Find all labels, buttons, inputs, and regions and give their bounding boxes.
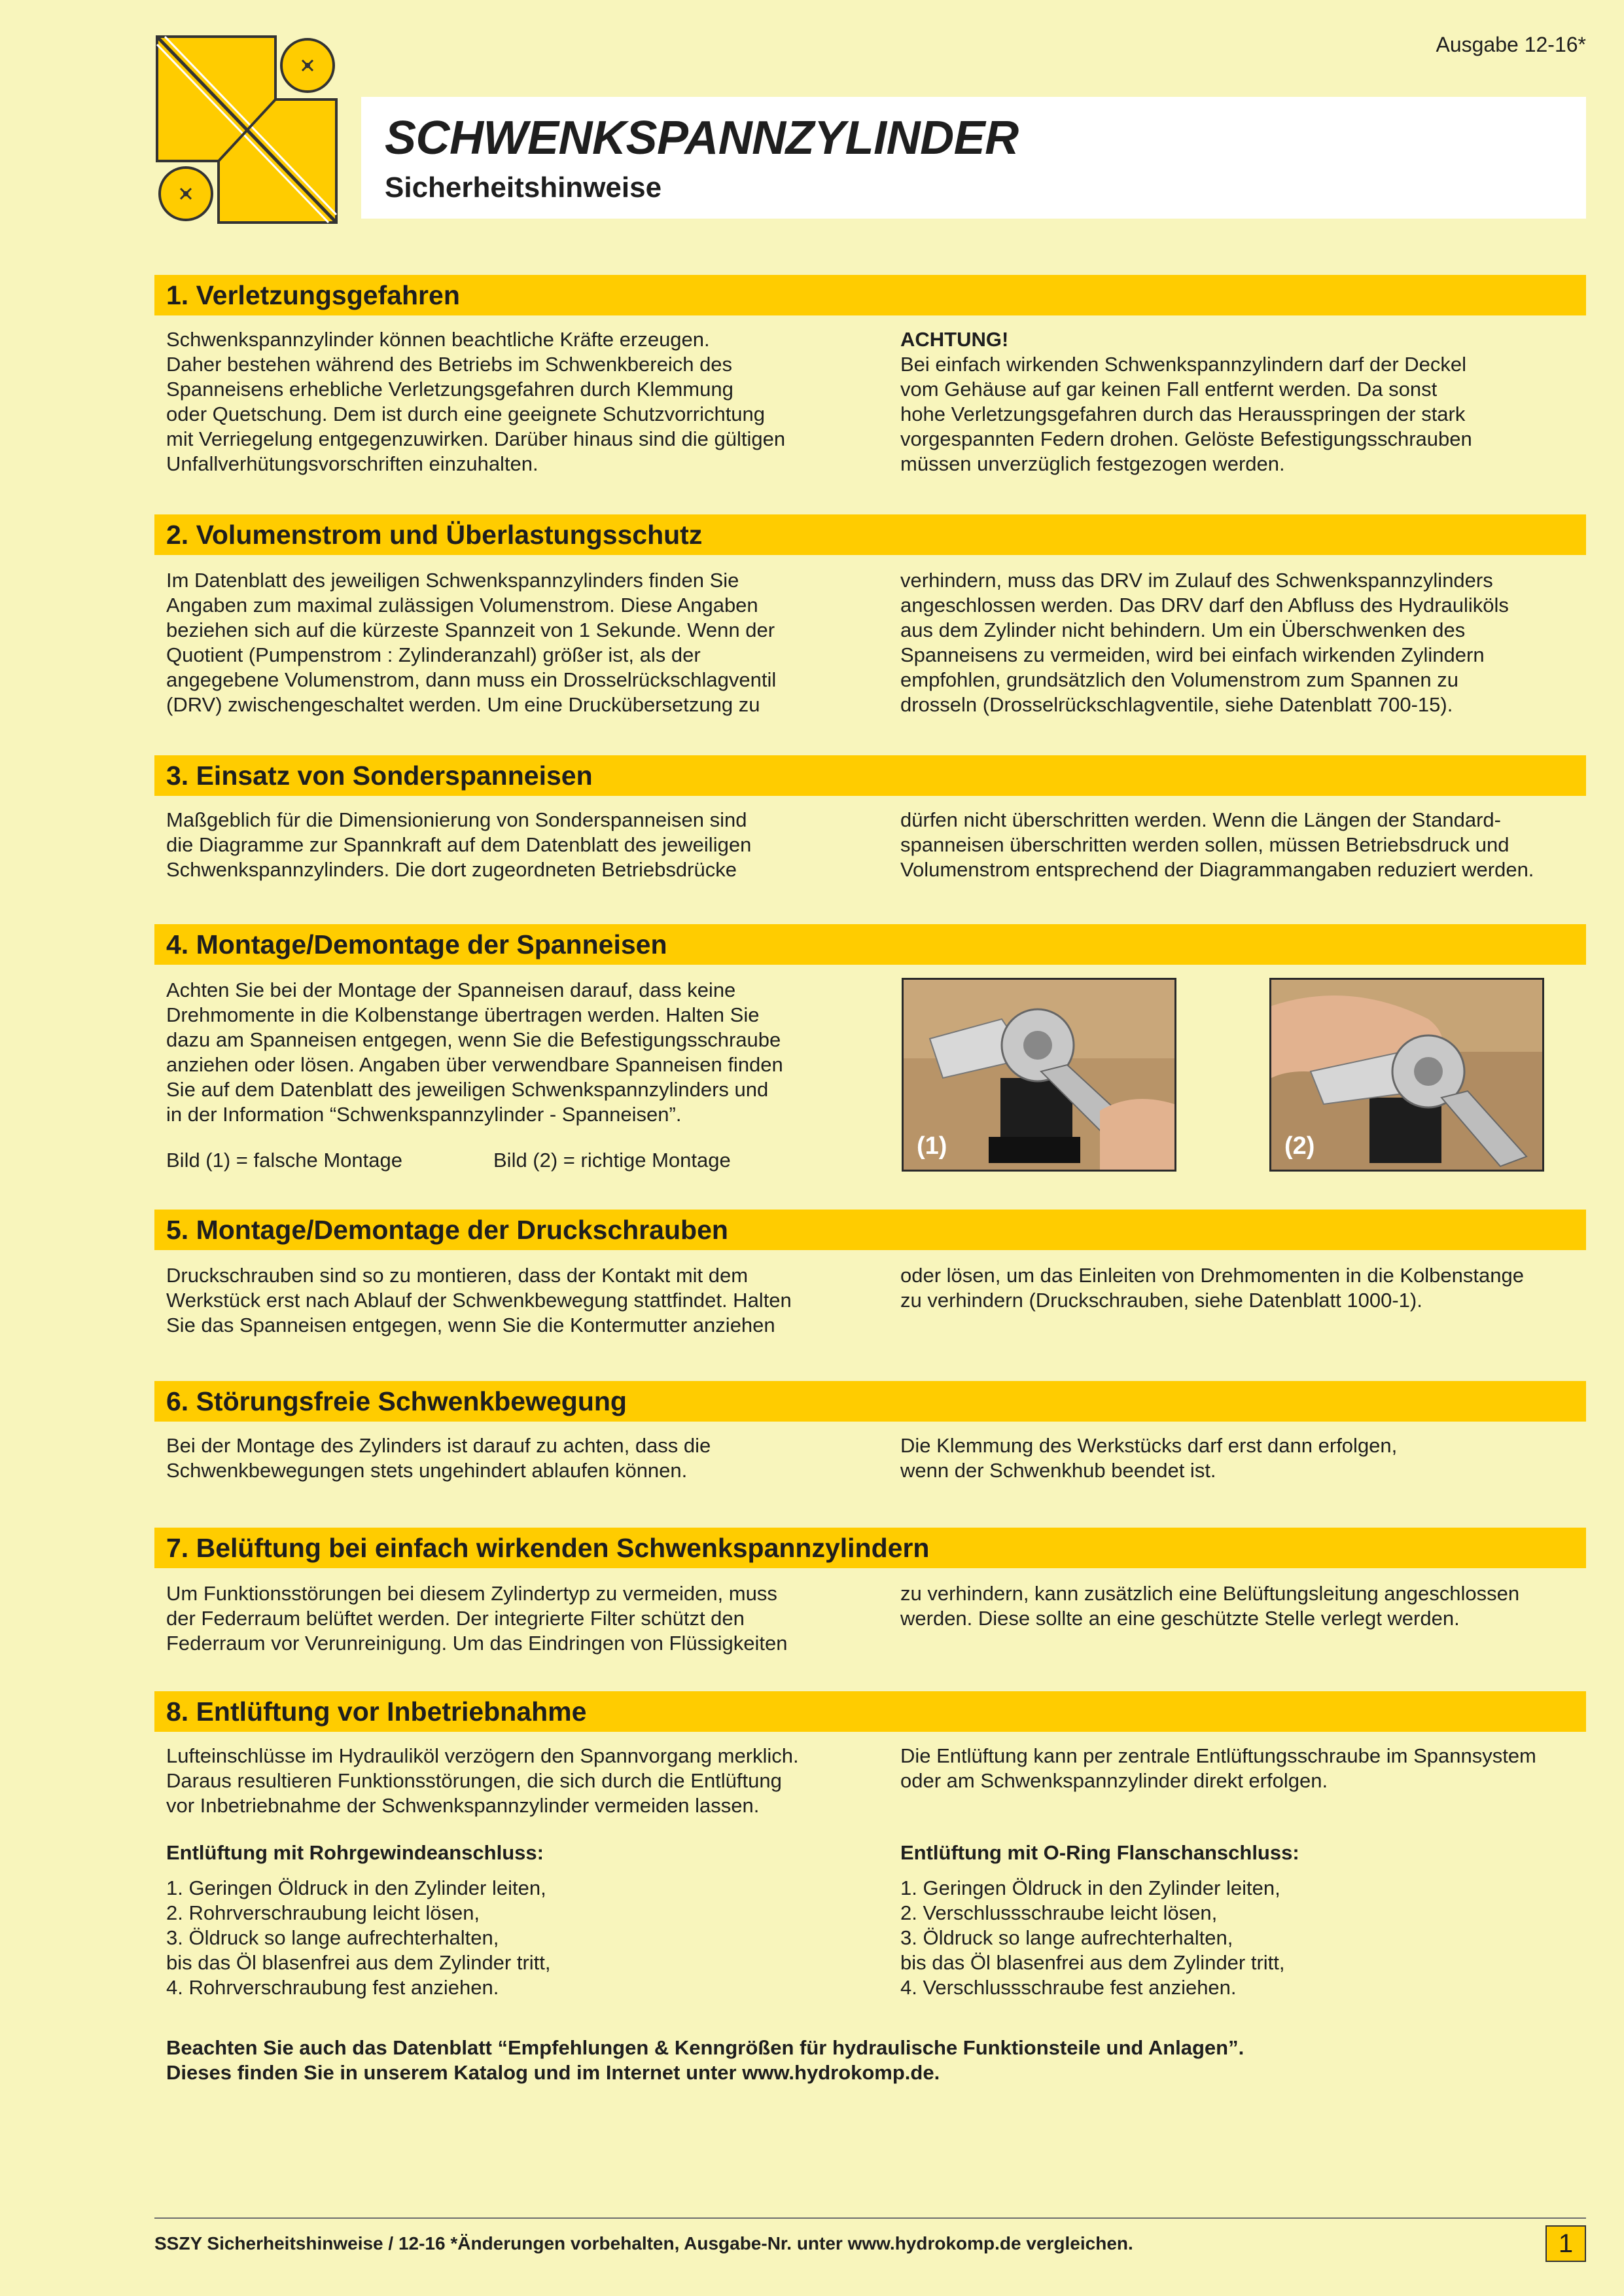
page-number: 1	[1545, 2225, 1586, 2262]
photo-1-label: (1)	[917, 1132, 947, 1160]
section-5-left-text: Druckschrauben sind so zu montieren, dass der Kontakt mit dem Werkstück erst nach Ablauf der Schwenkbewegung stattfindet. Halten Sie das Spanneisen entgegen, wenn Sie die Kontermutter anziehen	[166, 1264, 792, 1336]
footer-text: SSZY Sicherheitshinweise / 12-16 *Änderungen vorbehalten, Ausgabe-Nr. unter www.hydrokomp.de vergleichen.	[154, 2233, 1133, 2253]
section-8-heading: 8. Entlüftung vor Inbetriebnahme	[166, 1696, 587, 1727]
section-5-right-text: oder lösen, um das Einleiten von Drehmomenten in die Kolbenstange zu verhindern (Druckschrauben, siehe Datenblatt 1000-1).	[900, 1264, 1524, 1312]
title-box	[361, 97, 1586, 219]
section-8-right-steps: 1. Geringen Öldruck in den Zylinder leiten, 2. Verschlussschraube leicht lösen, 3. Öldruck so lange aufrechterhalten, bis das Öl blasenfrei aus dem Zylinder tritt, 4. Verschlussschraube fest anziehen.	[900, 1876, 1285, 1999]
photo-2-label: (2)	[1284, 1132, 1315, 1160]
section-8-right-text: Die Entlüftung kann per zentrale Entlüftungsschraube im Spannsystem oder am Schwenkspannzylinder direkt erfolgen.	[900, 1744, 1536, 1792]
photo-correct-mounting	[1269, 978, 1544, 1172]
caption-correct-mounting: Bild (2) = richtige Montage	[493, 1149, 731, 1172]
section-8-left-subheading: Entlüftung mit Rohrgewindeanschluss:	[166, 1841, 544, 1864]
section-3-heading: 3. Einsatz von Sonderspanneisen	[166, 761, 593, 791]
section-5-heading: 5. Montage/Demontage der Druckschrauben	[166, 1215, 728, 1245]
footer-divider	[154, 2217, 1586, 2219]
section-1-heading: 1. Verletzungsgefahren	[166, 280, 460, 310]
photo-wrong-mounting	[902, 978, 1176, 1172]
section-2-left-text: Im Datenblatt des jeweiligen Schwenkspannzylinders finden Sie Angaben zum maximal zulässigen Volumenstrom. Diese Angaben beziehen sich auf die kürzeste Spannzeit von 1 Sekunde. Wenn der Quotient (Pumpenstrom : Zylinderanzahl) größer ist, als der angegebene Volumenstrom, dann muss ein Drosselrückschlagventil (DRV) zwischengeschaltet werden. Um eine Druckübersetzung zu	[166, 569, 777, 716]
section-6-header	[154, 1381, 1586, 1422]
section-8-header	[154, 1691, 1586, 1732]
section-7-right-text: zu verhindern, kann zusätzlich eine Belüftungsleitung angeschlossen werden. Diese sollte an eine geschützte Stelle verlegt werden.	[900, 1582, 1520, 1630]
section-1-right-text: Bei einfach wirkenden Schwenkspannzylindern darf der Deckel vom Gehäuse auf gar keinen Fall entfernt werden. Da sonst hohe Verletzungsgefahren durch das Herausspringen der stark vorgespannten Federn drohen. Gelöste Befestigungsschrauben müssen unverzüglich festgezogen werden.	[900, 353, 1472, 475]
section-8-left-text: Lufteinschlüsse im Hydrauliköl verzögern den Spannvorgang merklich. Daraus resultieren Funktionsstörungen, die sich durch die Entlüftung vor Inbetriebnahme der Schwenkspannzylinder vermeiden lassen.	[166, 1744, 799, 1817]
section-6-right-text: Die Klemmung des Werkstücks darf erst dann erfolgen, wenn der Schwenkhub beendet ist.	[900, 1434, 1398, 1482]
section-8-right-subheading: Entlüftung mit O-Ring Flanschanschluss:	[900, 1841, 1299, 1864]
section-6-heading: 6. Störungsfreie Schwenkbewegung	[166, 1386, 627, 1416]
section-1-header	[154, 275, 1586, 315]
datasheet-note: Beachten Sie auch das Datenblatt “Empfehlungen & Kenngrößen für hydraulische Funktionsteile und Anlagen”. Dieses finden Sie in unserem Katalog und im Internet unter www.hydrokomp.de.	[166, 2036, 1244, 2084]
section-1-warning-label: ACHTUNG!	[900, 328, 1009, 351]
section-1-left-text: Schwenkspannzylinder können beachtliche Kräfte erzeugen. Daher bestehen während des Betriebs im Schwenkbereich des Spanneisens erhebliche Verletzungsgefahren durch Klemmung oder Quetschung. Dem ist durch eine geeignete Schutzvorrichtung mit Verriegelung entgegenzuwirken. Darüber hinaus sind die gültigen Unfallverhütungsvorschriften einzuhalten.	[166, 328, 786, 475]
section-7-heading: 7. Belüftung bei einfach wirkenden Schwenkspannzylindern	[166, 1533, 930, 1563]
section-4-heading: 4. Montage/Demontage der Spanneisen	[166, 929, 667, 960]
section-7-header	[154, 1528, 1586, 1568]
page-title: SCHWENKSPANNZYLINDER	[385, 112, 1019, 164]
section-2-heading: 2. Volumenstrom und Überlastungsschutz	[166, 520, 703, 550]
section-5-header	[154, 1210, 1586, 1250]
section-3-right-text: dürfen nicht überschritten werden. Wenn die Längen der Standard- spanneisen überschritten werden sollen, müssen Betriebsdruck und Volumenstrom entsprechend der Diagrammangaben reduziert werden.	[900, 808, 1534, 881]
section-7-left-text: Um Funktionsstörungen bei diesem Zylindertyp zu vermeiden, muss der Federraum belüftet werden. Der integrierte Filter schützt den Federraum vor Verunreinigung. Um das Eindringen von Flüssigkeiten	[166, 1582, 788, 1655]
section-4-header	[154, 924, 1586, 965]
section-8-left-steps: 1. Geringen Öldruck in den Zylinder leiten, 2. Rohrverschraubung leicht lösen, 3. Öldruck so lange aufrechterhalten, bis das Öl blasenfrei aus dem Zylinder tritt, 4. Rohrverschraubung fest anziehen.	[166, 1876, 551, 1999]
section-4-left-text: Achten Sie bei der Montage der Spanneisen darauf, dass keine Drehmomente in die Kolbenstange übertragen werden. Halten Sie dazu am Spanneisen entgegen, wenn Sie die Befestigungsschraube anziehen oder lösen. Angaben über verwendbare Spanneisen finden Sie auf dem Datenblatt des jeweiligen Schwenkspannzylinders und in der Information “Schwenkspannzylinder - Spanneisen”.	[166, 978, 783, 1126]
section-2-header	[154, 514, 1586, 555]
edition-label: Ausgabe 12-16*	[1436, 33, 1586, 56]
section-3-left-text: Maßgeblich für die Dimensionierung von Sonderspanneisen sind die Diagramme zur Spannkraft auf dem Datenblatt des jeweiligen Schwenkspannzylinders. Die dort zugeordneten Betriebsdrücke	[166, 808, 752, 881]
page-subtitle: Sicherheitshinweise	[385, 171, 662, 204]
section-3-header	[154, 755, 1586, 796]
section-6-left-text: Bei der Montage des Zylinders ist darauf zu achten, dass die Schwenkbewegungen stets ungehindert ablaufen können.	[166, 1434, 711, 1482]
section-2-right-text: verhindern, muss das DRV im Zulauf des Schwenkspannzylinders angeschlossen werden. Das DRV darf den Abfluss des Hydrauliköls aus dem Zylinder nicht behindern. Um ein Überschwenken des Spanneisens zu vermeiden, wird bei einfach wirkenden Zylindern empfohlen, grundsätzlich den Volumenstrom zum Spannen zu drosseln (Drosselrückschlagventile, siehe Datenblatt 700-15).	[900, 569, 1509, 716]
caption-wrong-mounting: Bild (1) = falsche Montage	[166, 1149, 402, 1172]
company-logo	[154, 34, 339, 225]
